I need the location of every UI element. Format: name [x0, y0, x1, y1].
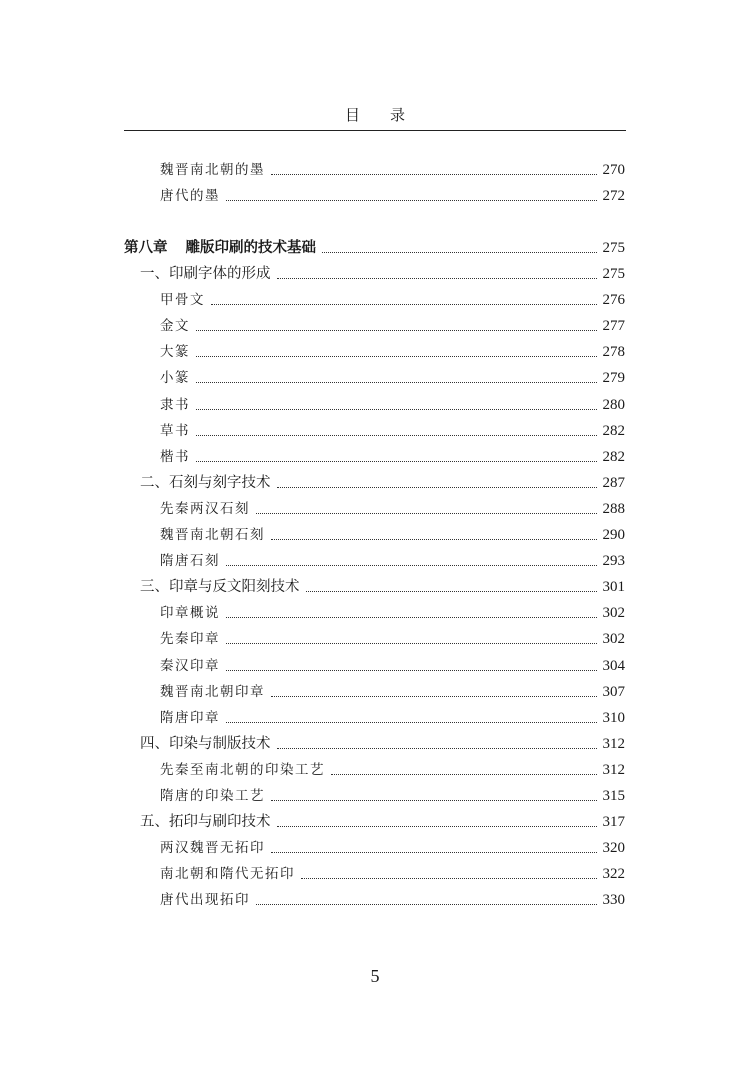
toc-entry-label: 先秦至南北朝的印染工艺 [160, 762, 325, 778]
toc-entry-page: 312 [602, 762, 625, 778]
toc-entry [160, 524, 625, 546]
toc-entry-page: 322 [602, 866, 625, 882]
toc-entry [160, 420, 625, 442]
toc-entry-label: 三、印章与反文阳刻技术 [140, 579, 300, 595]
dot-leader [271, 539, 597, 540]
toc-entry-page: 317 [602, 814, 625, 830]
toc-entry-label: 魏晋南北朝石刻 [160, 527, 265, 543]
toc-entry [160, 289, 625, 311]
toc-entry-label: 草书 [160, 423, 190, 439]
dot-leader [271, 174, 597, 175]
toc-entry [160, 785, 625, 807]
dot-leader [271, 852, 597, 853]
dot-leader [196, 409, 597, 410]
dot-leader [271, 800, 597, 801]
toc-entry-label: 先秦两汉石刻 [160, 501, 250, 517]
dot-leader [277, 826, 597, 827]
toc-entry-page: 270 [602, 162, 625, 178]
dot-leader [226, 722, 597, 723]
toc-entry [160, 759, 625, 781]
toc-entry-label: 隋唐印章 [160, 710, 220, 726]
dot-leader [256, 513, 597, 514]
dot-leader [226, 617, 597, 618]
toc-entry-label: 隶书 [160, 397, 190, 413]
toc-entry-label: 南北朝和隋代无拓印 [160, 866, 295, 882]
chapter-page: 275 [602, 240, 625, 256]
toc-entry-page: 320 [602, 840, 625, 856]
chapter-title [124, 237, 316, 259]
toc-entry-label: 秦汉印章 [160, 658, 220, 674]
dot-leader [277, 748, 597, 749]
toc-entry-label: 魏晋南北朝印章 [160, 684, 265, 700]
dot-leader [226, 200, 597, 201]
toc-entry-label: 两汉魏晋无拓印 [160, 840, 265, 856]
toc-entry-label: 印章概说 [160, 605, 220, 621]
toc-entry-label: 先秦印章 [160, 631, 220, 647]
toc-entry-label: 四、印染与制版技术 [140, 736, 271, 752]
toc-entry-page: 315 [602, 788, 625, 804]
toc-entry-page: 310 [602, 710, 625, 726]
dot-leader [196, 382, 597, 383]
toc-entry [160, 707, 625, 729]
toc-entry-label: 隋唐的印染工艺 [160, 788, 265, 804]
toc-entry-page: 282 [602, 449, 625, 465]
toc-entry [160, 315, 625, 337]
toc-entry-page: 302 [602, 605, 625, 621]
dot-leader [211, 304, 597, 305]
page-number: 5 [370, 966, 380, 986]
toc-section-entry [140, 576, 625, 598]
toc-entry [160, 185, 625, 207]
dot-leader [301, 878, 597, 879]
toc-entry-page: 302 [602, 631, 625, 647]
dot-leader [271, 696, 597, 697]
toc-entry-label: 魏晋南北朝的墨 [160, 162, 265, 178]
toc-entry-label: 大篆 [160, 344, 190, 360]
dot-leader [306, 591, 597, 592]
toc-entry [160, 446, 625, 468]
toc-entry-page: 279 [602, 370, 625, 386]
toc-entry-label: 唐代的墨 [160, 188, 220, 204]
toc-entry-page: 282 [602, 423, 625, 439]
toc-section-entry [140, 733, 625, 755]
dot-leader [322, 252, 597, 253]
toc-entry [160, 550, 625, 572]
toc-entry-page: 293 [602, 553, 625, 569]
toc-entry-page: 277 [602, 318, 625, 334]
toc-entry [160, 341, 625, 363]
toc-entry-page: 330 [602, 892, 625, 908]
dot-leader [256, 904, 597, 905]
toc-entry [160, 498, 625, 520]
chapter-number: 第八章 [124, 240, 168, 256]
toc-entry [160, 628, 625, 650]
toc-entry-label: 小篆 [160, 370, 190, 386]
dot-leader [331, 774, 597, 775]
toc-chapter-entry [124, 237, 625, 259]
toc-section-entry [140, 263, 625, 285]
header-rule [124, 130, 626, 131]
toc-entry-label: 金文 [160, 318, 190, 334]
toc-entry-label: 隋唐石刻 [160, 553, 220, 569]
toc-entry-page: 304 [602, 658, 625, 674]
toc-entry [160, 889, 625, 911]
toc-entry-page: 272 [602, 188, 625, 204]
toc-entry [160, 681, 625, 703]
toc-entry [160, 367, 625, 389]
toc-entry [160, 394, 625, 416]
chapter-name: 雕版印刷的技术基础 [185, 240, 316, 256]
toc-entry-label: 一、印刷字体的形成 [140, 266, 271, 282]
toc-entry-label: 楷书 [160, 449, 190, 465]
toc-entry-page: 290 [602, 527, 625, 543]
dot-leader [196, 356, 597, 357]
toc-entry-label: 五、拓印与刷印技术 [140, 814, 271, 830]
toc-entry [160, 837, 625, 859]
toc-entry-page: 287 [602, 475, 625, 491]
dot-leader [226, 565, 597, 566]
toc-entry-label: 唐代出现拓印 [160, 892, 250, 908]
toc-section-entry [140, 472, 625, 494]
running-header: 目 录 [344, 106, 405, 124]
toc-entry-page: 307 [602, 684, 625, 700]
toc-entry [160, 863, 625, 885]
toc-entry-label: 甲骨文 [160, 292, 205, 308]
dot-leader [196, 435, 597, 436]
toc-entry-page: 278 [602, 344, 625, 360]
dot-leader [277, 487, 597, 488]
toc-entry [160, 655, 625, 677]
dot-leader [196, 461, 597, 462]
toc-entry [160, 159, 625, 181]
dot-leader [226, 670, 597, 671]
toc-section-entry [140, 811, 625, 833]
toc-entry [160, 602, 625, 624]
toc-entry-page: 312 [602, 736, 625, 752]
dot-leader [226, 643, 597, 644]
toc-entry-page: 280 [602, 397, 625, 413]
toc-entry-page: 275 [602, 266, 625, 282]
dot-leader [277, 278, 597, 279]
toc-entry-label: 二、石刻与刻字技术 [140, 475, 271, 491]
toc-entry-page: 276 [602, 292, 625, 308]
dot-leader [196, 330, 597, 331]
toc-entry-page: 301 [602, 579, 625, 595]
toc-entry-page: 288 [602, 501, 625, 517]
